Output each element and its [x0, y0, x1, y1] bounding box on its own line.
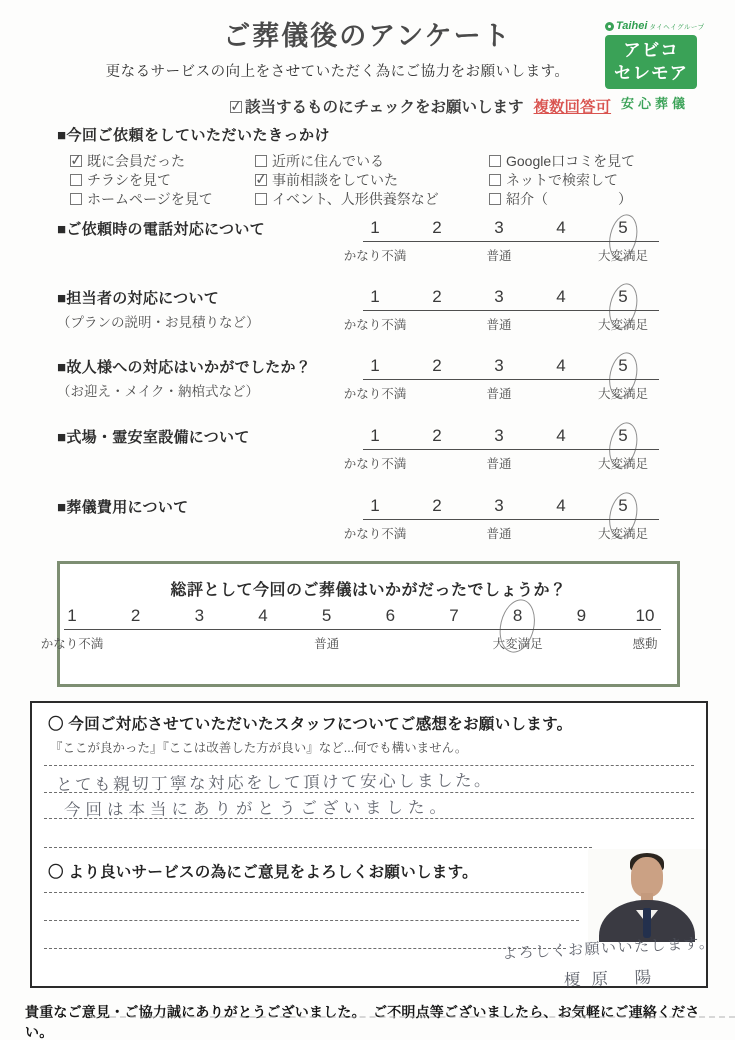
- scale-anchor-label: 大変満足: [597, 318, 649, 332]
- reason-heading: ■今回ご依頼をしていただいたきっかけ: [57, 127, 331, 144]
- brand-line1: アビコ: [623, 40, 679, 61]
- question-label: ■ご依頼時の電話対応について: [57, 221, 265, 238]
- scale-anchor-label: 普通: [486, 457, 512, 471]
- question-sublabel: （お迎え・メイク・納棺式など）: [57, 384, 259, 399]
- checkbox-label: 近所に住んでいる: [272, 152, 384, 169]
- checkbox-already-member[interactable]: [70, 151, 213, 170]
- scale-anchor-label: 大変満足: [597, 387, 649, 401]
- staff-feedback-note: 『ここが良かった』『ここは改善した方が良い』など...何でも構いません。: [50, 741, 468, 755]
- taihei-logo-text: Taihei: [616, 20, 648, 32]
- question-staff-response: [57, 287, 702, 349]
- checkbox-referral[interactable]: [489, 189, 635, 208]
- scale-value-10[interactable]: 10: [635, 606, 655, 625]
- page-subtitle: 更なるサービスの向上をさせていただく為にご協力をお願いします。: [105, 64, 570, 80]
- scale-value-2[interactable]: 2: [432, 426, 442, 445]
- page-title: ご葬儀後のアンケート: [223, 21, 512, 52]
- overall-rating-title: 総評として今回のご葬儀はいかがだったでしょうか？: [170, 582, 567, 599]
- handwritten-comment-line1: とても親切丁寧な対応をして頂けて安心しました。: [55, 771, 494, 795]
- reason-section: [57, 124, 717, 213]
- question-sublabel: （プランの説明・お見積りなど）: [57, 315, 260, 330]
- scale-value-1[interactable]: 1: [370, 218, 380, 237]
- rating-scale-cost[interactable]: [343, 496, 649, 541]
- check-instruction: [230, 95, 611, 117]
- scale-value-5[interactable]: 5: [618, 496, 627, 516]
- question-label: ■式場・霊安室設備について: [57, 429, 250, 446]
- staff-photo: [588, 849, 706, 942]
- scale-anchor-label: かなり不満: [343, 318, 407, 332]
- writing-line[interactable]: [44, 792, 694, 793]
- checkbox-icon: [70, 155, 82, 167]
- checkbox-label: 既に会員だった: [87, 152, 185, 169]
- scale-value-2[interactable]: 2: [432, 218, 442, 237]
- scale-value-3[interactable]: 3: [494, 426, 504, 445]
- scale-anchor-label: 大変満足: [597, 527, 649, 541]
- scale-value-5[interactable]: 5: [618, 426, 627, 446]
- reason-columns: [57, 151, 717, 213]
- scale-value-3[interactable]: 3: [494, 496, 504, 515]
- question-label: ■故人様への対応はいかがでしたか？: [57, 359, 312, 376]
- handwritten-staff-reply: よろしくお願いいたします。: [501, 934, 716, 963]
- checkbox-icon: [70, 174, 82, 186]
- question-phone-response: [57, 218, 702, 280]
- scale-value-7[interactable]: 7: [449, 606, 459, 625]
- scale-value-3[interactable]: 3: [494, 218, 504, 237]
- scale-anchor-label: 普通: [486, 527, 512, 541]
- scale-value-8[interactable]: 8: [513, 606, 522, 626]
- scale-anchor-label: 普通: [486, 249, 512, 263]
- checkbox-homepage[interactable]: [70, 189, 213, 208]
- scale-value-5[interactable]: 5: [618, 287, 627, 307]
- writing-line[interactable]: [44, 818, 694, 819]
- scale-value-1[interactable]: 1: [370, 356, 380, 375]
- question-cost: [57, 496, 702, 558]
- rating-scale-phone[interactable]: [343, 218, 649, 263]
- checkbox-pre-consultation[interactable]: [255, 170, 439, 189]
- checkbox-label: チラシを見て: [87, 171, 171, 188]
- scale-value-6[interactable]: 6: [385, 606, 396, 625]
- service-feedback-heading: 〇 より良いサービスの為にご意見をよろしくお願いします。: [48, 864, 478, 881]
- checkbox-label: ホームページを見て: [87, 190, 213, 207]
- photo-face: [631, 857, 663, 897]
- scale-anchor-label: かなり不満: [343, 249, 407, 263]
- scale-anchor-label: かなり不満: [343, 387, 407, 401]
- scale-value-9[interactable]: 9: [576, 606, 587, 625]
- feedback-box: [30, 701, 716, 990]
- brand-tagline: 安心葬儀: [620, 96, 689, 111]
- checkbox-neighborhood[interactable]: [255, 151, 439, 170]
- reason-column-3: [489, 151, 635, 208]
- brand-line2: セレモア: [614, 63, 688, 83]
- checkbox-label: イベント、人形供養祭など: [272, 190, 439, 207]
- scale-value-3[interactable]: 3: [494, 287, 504, 306]
- scan-artifact-line: [90, 1016, 735, 1018]
- writing-line[interactable]: [44, 948, 566, 949]
- rating-scale-deceased[interactable]: [343, 356, 649, 401]
- scale-value-4[interactable]: 4: [556, 496, 566, 515]
- scale-value-1[interactable]: 1: [67, 606, 77, 625]
- handwritten-signature: 榎原 陽: [563, 968, 663, 990]
- reason-column-1: [70, 151, 213, 208]
- scale-line: [363, 519, 659, 520]
- scale-value-1[interactable]: 1: [370, 426, 380, 445]
- writing-line[interactable]: [44, 765, 694, 766]
- scale-anchor-label: かなり不満: [343, 527, 407, 541]
- scale-anchor-label: 感動: [632, 637, 658, 651]
- checkbox-icon: [489, 193, 501, 205]
- question-label: ■葬儀費用について: [57, 499, 189, 516]
- scale-value-2[interactable]: 2: [432, 496, 442, 515]
- photo-tie: [643, 908, 651, 938]
- scale-value-2[interactable]: 2: [432, 356, 442, 375]
- writing-line[interactable]: [44, 847, 592, 848]
- checkbox-icon: [255, 193, 267, 205]
- checkbox-icon: [489, 155, 501, 167]
- writing-line[interactable]: [44, 892, 584, 893]
- checkbox-label: Google口コミを見て: [506, 152, 636, 169]
- scale-anchor-label: 大変満足: [597, 249, 649, 263]
- checkbox-event-memorial[interactable]: [255, 189, 439, 208]
- taihei-group-label: タイヘイグループ: [649, 23, 705, 31]
- scale-value-4[interactable]: 4: [556, 287, 566, 306]
- question-deceased-care: [57, 356, 702, 418]
- scale-anchor-label: 大変満足: [492, 637, 543, 651]
- writing-line[interactable]: [44, 920, 579, 921]
- scale-line: [363, 379, 659, 380]
- handwritten-comment-line2: 今回は本当にありがとうございました。: [63, 798, 452, 820]
- overall-rating-box: [40, 561, 680, 687]
- scale-value-5[interactable]: 5: [321, 606, 332, 625]
- scale-value-1[interactable]: 1: [370, 496, 380, 515]
- checkbox-icon: [70, 193, 82, 205]
- scale-anchor-label: 普通: [314, 637, 340, 651]
- rating-scale-facilities[interactable]: [343, 426, 649, 471]
- scale-value-3[interactable]: 3: [494, 356, 504, 375]
- overall-rating-scale[interactable]: [40, 606, 658, 651]
- staff-feedback-heading: 〇 今回ご対応させていただいたスタッフについてご感想をお願いします。: [48, 716, 573, 733]
- checkbox-label: ネットで検索して: [506, 171, 618, 188]
- scale-line: [363, 241, 659, 242]
- scale-anchor-label: かなり不満: [343, 457, 407, 471]
- checkbox-net-search[interactable]: [489, 170, 635, 189]
- scale-value-4[interactable]: 4: [556, 218, 566, 237]
- scale-line: [363, 310, 659, 311]
- reason-column-2: [255, 151, 439, 208]
- checkbox-flyer[interactable]: [70, 170, 213, 189]
- scale-value-4[interactable]: 4: [258, 606, 268, 625]
- logo-group-row: [605, 20, 705, 32]
- scale-line: [64, 629, 661, 630]
- scale-value-5[interactable]: 5: [618, 218, 627, 238]
- checkbox-icon: [255, 155, 267, 167]
- question-facilities: [57, 426, 702, 488]
- checkbox-google-review[interactable]: [489, 151, 635, 170]
- rating-scale-staff[interactable]: [343, 287, 649, 332]
- scale-value-2[interactable]: 2: [432, 287, 442, 306]
- scale-value-1[interactable]: 1: [370, 287, 380, 306]
- scale-value-5[interactable]: 5: [618, 356, 627, 376]
- scale-value-4[interactable]: 4: [556, 356, 566, 375]
- scale-anchor-label: 普通: [486, 318, 512, 332]
- checkbox-label: 紹介（ ）: [506, 190, 632, 207]
- check-instruction-text: 該当するものにチェックをお願いします: [245, 99, 524, 116]
- scale-anchor-label: かなり不満: [40, 637, 104, 651]
- checkbox-label: 事前相談をしていた: [272, 171, 398, 188]
- checkbox-icon: [255, 174, 267, 186]
- taihei-flower-icon: [605, 22, 614, 31]
- scale-value-4[interactable]: 4: [556, 426, 566, 445]
- multiple-answers-note: 複数回答可: [533, 99, 612, 116]
- scale-value-2[interactable]: 2: [130, 606, 141, 625]
- scale-value-3[interactable]: 3: [194, 606, 205, 625]
- scale-anchor-label: 大変満足: [597, 457, 649, 471]
- scale-anchor-label: 普通: [486, 387, 512, 401]
- footer-thanks-text: 貴重なご意見・ご協力誠にありがとうございました。 ご不明点等ございましたら、お気軽にご連絡ください。: [25, 1004, 700, 1040]
- question-label: ■担当者の対応について: [57, 290, 220, 307]
- checkbox-icon: [489, 174, 501, 186]
- scale-line: [363, 449, 659, 450]
- checked-checkbox-icon: [230, 101, 242, 113]
